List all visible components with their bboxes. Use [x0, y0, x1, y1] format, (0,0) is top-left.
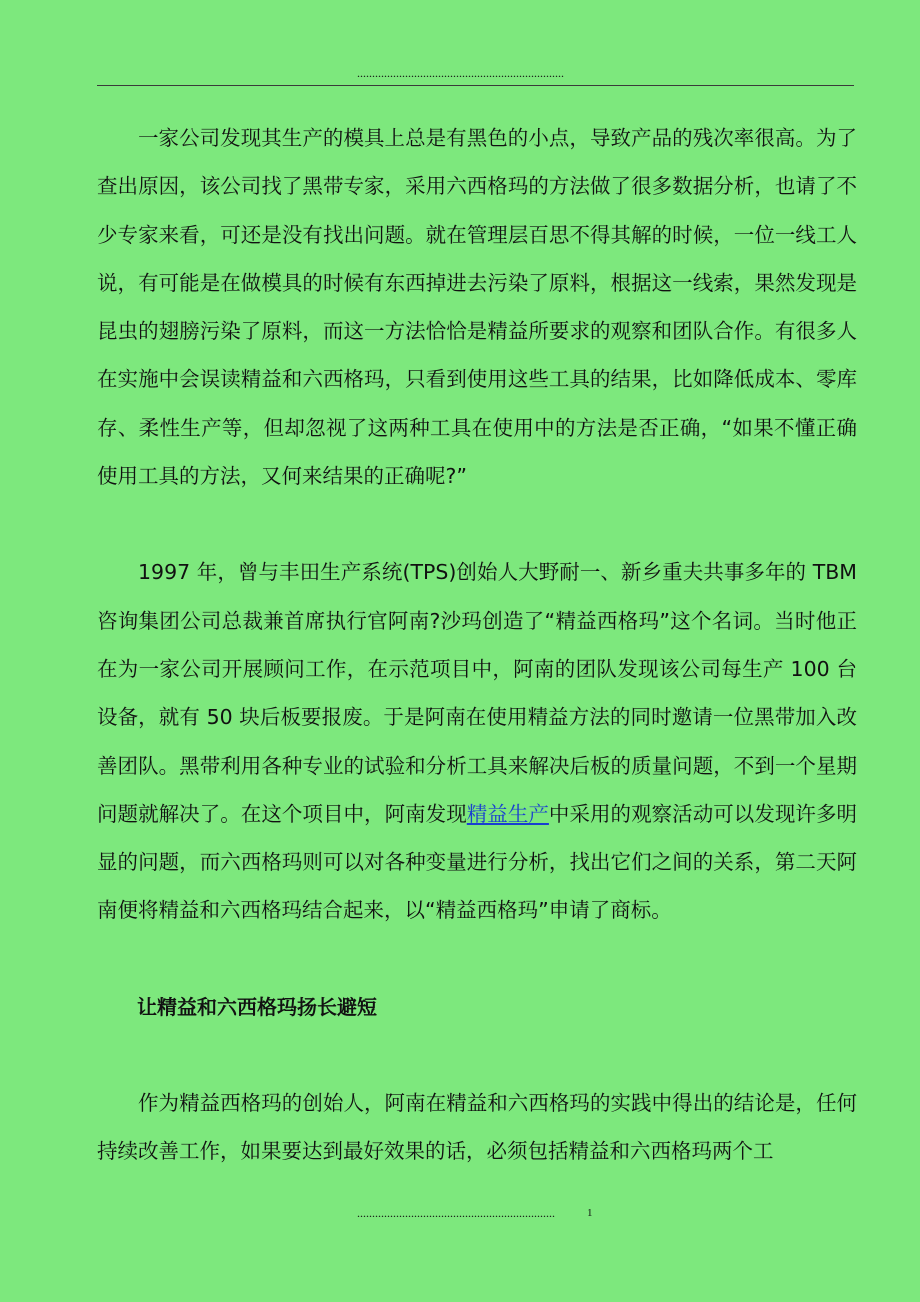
lean-production-link[interactable]: 精益生产: [466, 801, 549, 826]
paragraph-spacer: [97, 935, 857, 983]
paragraph-spacer: [97, 500, 857, 548]
paragraph-spacer: [97, 1031, 857, 1079]
paragraph-1: 一家公司发现其生产的模具上总是有黑色的小点，导致产品的残次率很高。为了查出原因，该公司找了黑带专家，采用六西格玛的方法做了很多数据分析，也请了不少专家来看，可还是没有找出问题。就在管理层百思不得其解的时候，一位一线工人说，有可能是在做模具的时候有东西掉进去污染了原料，根据这一线索，果然发现是昆虫的翅膀污染了原料，而这一方法恰恰是精益所要求的观察和团队合作。有很多人在实施中会误读精益和六西格玛，只看到使用这些工具的结果，比如降低成本、零库存、柔性生产等，但却忽视了这两种工具在使用中的方法是否正确，“如果不懂正确使用工具的方法，又何来结果的正确呢?”: [97, 126, 857, 489]
header-rule: [97, 85, 854, 86]
header-dotted-leader: .....................................................................: [357, 66, 564, 80]
section-heading: 让精益和六西格玛扬长避短: [137, 994, 377, 1019]
paragraph-2-text-a: 1997 年，曾与丰田生产系统(TPS)创始人大野耐一、新乡重夫共事多年的 TBM 咨询集团公司总裁兼首席执行官阿南?沙玛创造了“精益西格玛”这个名词。当时他正在为一家公司开展顾问工作，在示范项目中，阿南的团队发现该公司每生产 100 台设备，就有 50 块后板要报废。于是阿南在使用精益方法的同时邀请一位黑带加入改善团队。黑带利用各种专业的试验和分析工具来解决后板的质量问题，不到一个星期问题就解决了。在这个项目中，阿南发现: [97, 560, 857, 826]
paragraph-2-text-b: 中采用的观察活动可以发现许多明显的问题，而六西格玛则可以对各种变量进行分析，找出它们之间的关系，第二天阿南便将精益和六西格玛结合起来，以“精益西格玛”申请了商标。: [97, 801, 858, 923]
page-number: 1: [587, 1207, 593, 1219]
paragraph-2: [97, 548, 857, 934]
footer-dotted-leader: ..................................................................: [357, 1206, 555, 1220]
paragraph-3: 作为精益西格玛的创始人，阿南在精益和六西格玛的实践中得出的结论是，任何持续改善工作，如果要达到最好效果的话，必须包括精益和六西格玛两个工: [97, 1091, 857, 1164]
document-body: [97, 114, 857, 1176]
